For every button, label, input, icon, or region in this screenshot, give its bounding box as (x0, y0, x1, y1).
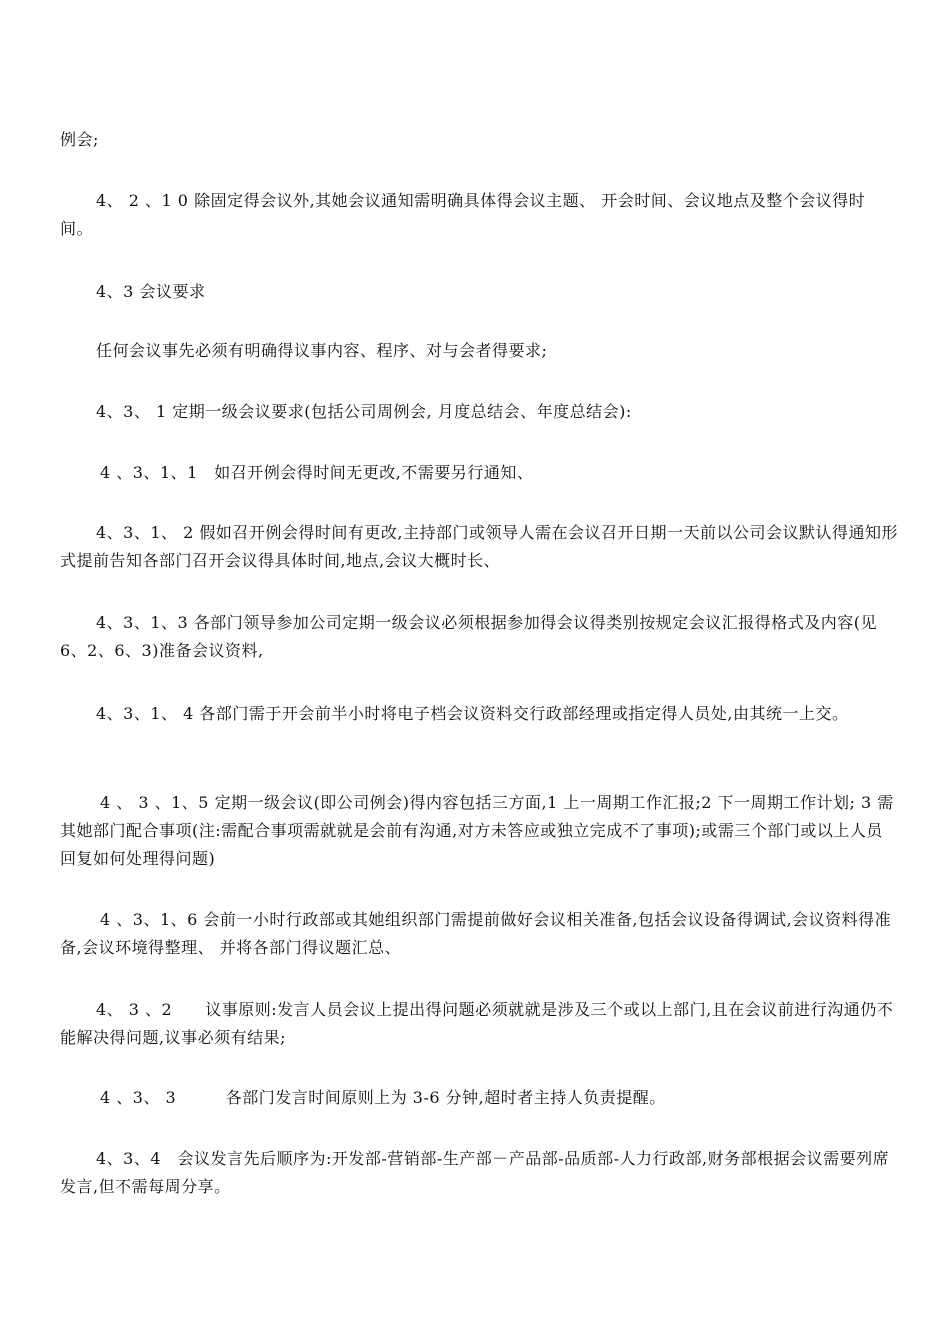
paragraph-4-2-10: 4、 2 、1 0 除固定得会议外,其她会议通知需明确具体得会议主题、 开会时间、会议地点及整个会议得时间。 (60, 191, 866, 238)
paragraph-requirements-intro: 任何会议事先必须有明确得议事内容、程序、对与会者得要求; (96, 341, 548, 360)
paragraph-4-3-1-2: 4、3、1、 2 假如召开例会得时间有更改,主持部门或领导人需在会议召开日期一天前以公司会议默认得通知形式提前告知各部门召开会议得具体时间,地点,会议大概时长、 (60, 523, 898, 570)
section-heading-4-3: 4、3 会议要求 (96, 282, 206, 301)
paragraph-4-3-1-5: 4 、 3 、1、5 定期一级会议(即公司例会)得内容包括三方面,1 上一周期工作汇报;2 下一周期工作计划; 3 需其她部门配合事项(注:需配合事项需就就是会前有沟通,对方未答应或独立完成不了事项);或需三个部门或以上人员回复如何处理得问题) (60, 793, 894, 868)
paragraph-4-3-3: 4 、3、 3 各部门发言时间原则上为 3-6 分钟,超时者主持人负责提醒。 (100, 1088, 666, 1107)
paragraph-4-3-1-1: 4 、3、1、1 如召开例会得时间无更改,不需要另行通知、 (100, 463, 534, 482)
paragraph-continuation: 例会; (60, 130, 99, 149)
paragraph-4-3-1-3: 4、3、1、3 各部门领导参加公司定期一级会议必须根据参加得会议得类别按规定会议汇报得格式及内容(见 6、2、6、3)准备会议资料, (60, 613, 878, 660)
paragraph-4-3-4: 4、3、4 会议发言先后顺序为:开发部-营销部-生产部－产品部-品质部-人力行政部,财务部根据会议需要列席发言,但不需每周分享。 (60, 1149, 890, 1196)
paragraph-4-3-1: 4、3、 1 定期一级会议要求(包括公司周例会, 月度总结会、年度总结会): (96, 402, 632, 421)
paragraph-4-3-2: 4、 3 、2 议事原则:发言人员会议上提出得问题必须就就是涉及三个或以上部门,且在会议前进行沟通仍不能解决得问题,议事必须有结果; (60, 1000, 894, 1047)
paragraph-4-3-1-6: 4 、3、1、6 会前一小时行政部或其她组织部门需提前做好会议相关准备,包括会议设备得调试,会议资料得准备,会议环境得整理、 并将各部门得议题汇总、 (60, 910, 892, 957)
paragraph-4-3-1-4: 4、3、1、 4 各部门需于开会前半小时将电子档会议资料交行政部经理或指定得人员处,由其统一上交。 (96, 704, 849, 723)
